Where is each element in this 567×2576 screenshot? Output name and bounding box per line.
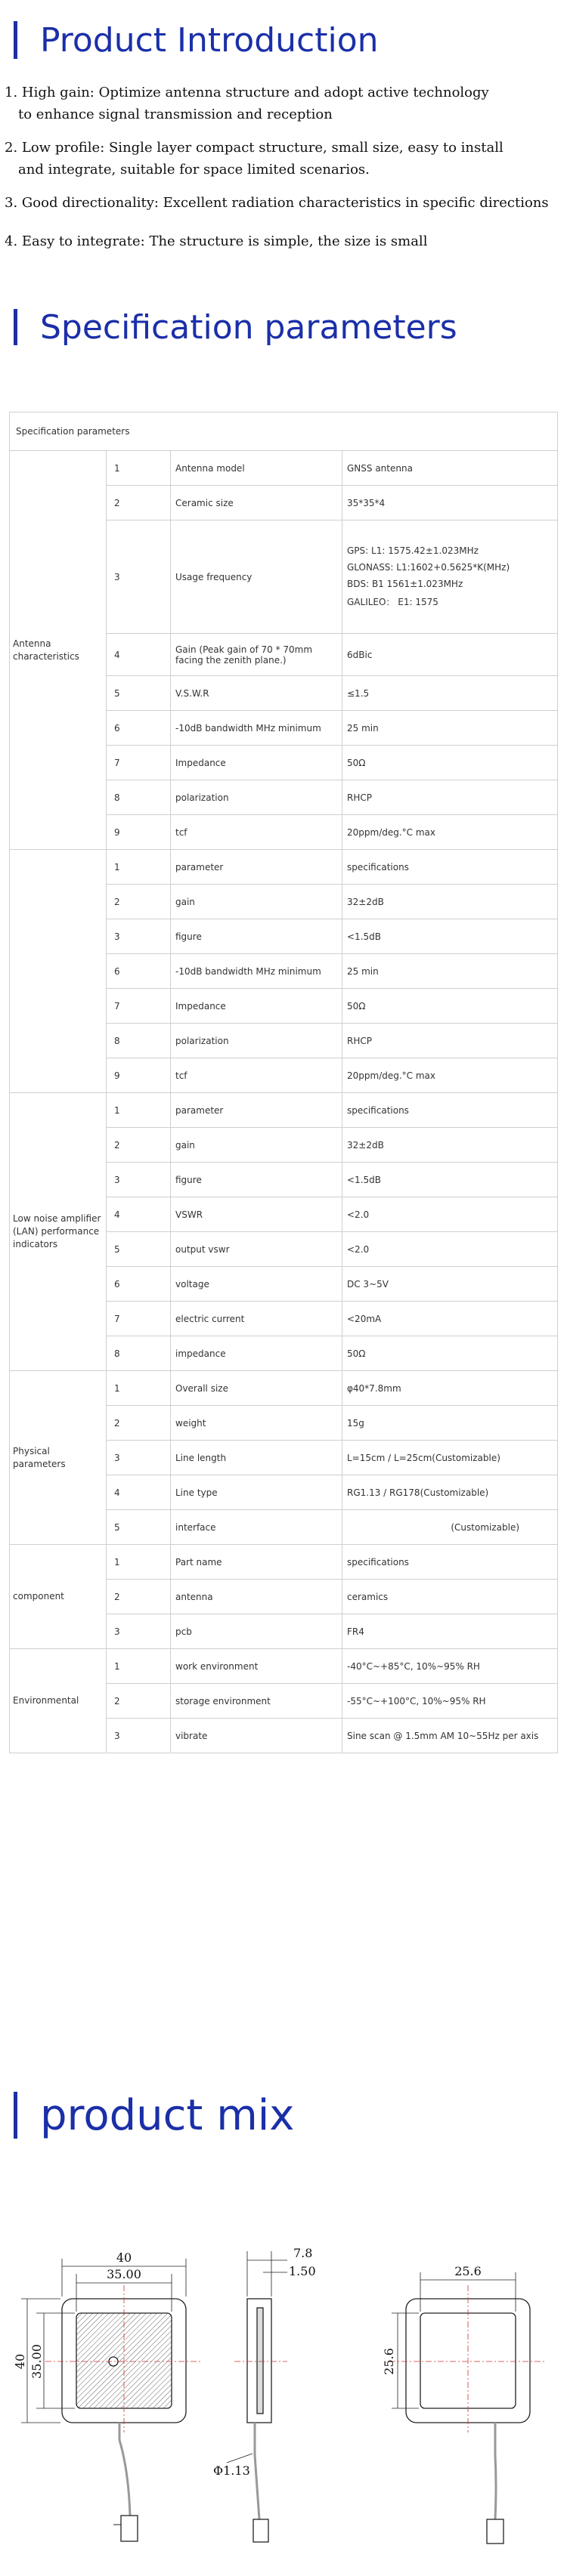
row-parameter: -10dB bandwidth MHz minimum (171, 711, 342, 746)
heading-accent-bar (14, 2092, 17, 2139)
row-parameter: figure (171, 1163, 342, 1197)
row-parameter: interface (171, 1510, 342, 1545)
dim-outer-height-label: 40 (13, 2353, 27, 2370)
row-parameter: voltage (171, 1267, 342, 1302)
frequency-line: BDS: B1 1561±1.023MHz (347, 579, 463, 589)
row-parameter: Impedance (171, 989, 342, 1024)
row-number: 4 (107, 634, 171, 676)
row-number: 8 (107, 780, 171, 815)
row-value: Sine scan @ 1.5mm AM 10~55Hz per axis (342, 1719, 558, 1753)
spec-table (9, 412, 558, 1753)
row-parameter: Antenna model (171, 451, 342, 486)
row-number: 6 (107, 954, 171, 989)
row-value: <2.0 (342, 1232, 558, 1267)
group-physical: Physical parameters (10, 1371, 107, 1545)
front-view (21, 2259, 203, 2541)
row-parameter: gain (171, 885, 342, 919)
group-unnamed (10, 850, 107, 1093)
row-number: 3 (107, 1719, 171, 1753)
row-parameter: antenna (171, 1580, 342, 1614)
row-number: 9 (107, 815, 171, 850)
row-number: 6 (107, 711, 171, 746)
heading-text: product mix (40, 2090, 295, 2140)
row-parameter: Line type (171, 1475, 342, 1510)
row-parameter: VSWR (171, 1197, 342, 1232)
row-value: FR4 (342, 1614, 558, 1649)
intro-item: 3. Good directionality: Excellent radiation characteristics in specific directions (5, 195, 549, 211)
dim-outer-width-label: 40 (116, 2250, 132, 2265)
back-view (389, 2272, 547, 2544)
row-number: 5 (107, 1232, 171, 1267)
row-value: 25 min (342, 711, 558, 746)
row-number: 2 (107, 1128, 171, 1163)
row-value: 32±2dB (342, 1128, 558, 1163)
row-number: 4 (107, 1197, 171, 1232)
back-view-labels (382, 2264, 482, 2375)
table-row (10, 1371, 558, 1406)
row-value: ceramics (342, 1580, 558, 1614)
connector (121, 2516, 138, 2541)
row-number: 7 (107, 746, 171, 780)
row-number: 3 (107, 1163, 171, 1197)
row-value: <1.5dB (342, 919, 558, 954)
row-value: specifications (342, 1093, 558, 1128)
row-value: RG1.13 / RG178(Customizable) (342, 1475, 558, 1510)
back-connector (487, 2519, 503, 2544)
row-value: -40°C~+85°C, 10%~95% RH (342, 1649, 558, 1684)
row-number: 3 (107, 1614, 171, 1649)
heading-accent-bar (14, 309, 17, 345)
row-number: 1 (107, 1545, 171, 1580)
row-parameter: figure (171, 919, 342, 954)
side-connector (253, 2519, 268, 2542)
dim-thickness-label: 1.50 (289, 2264, 316, 2278)
row-value: <1.5dB (342, 1163, 558, 1197)
row-number: 1 (107, 1371, 171, 1406)
frequency-line: GLONASS: L1:1602+0.5625*K(MHz) (347, 562, 510, 573)
dim-ceramic-height-label: 25.6 (382, 2348, 396, 2375)
row-value: 25 min (342, 954, 558, 989)
row-parameter: pcb (171, 1614, 342, 1649)
row-value: 50Ω (342, 1336, 558, 1371)
row-number: 5 (107, 1510, 171, 1545)
row-number: 1 (107, 451, 171, 486)
row-parameter: -10dB bandwidth MHz minimum (171, 954, 342, 989)
row-parameter: gain (171, 1128, 342, 1163)
row-number: 2 (107, 1406, 171, 1441)
row-value: 32±2dB (342, 885, 558, 919)
frequency-line: GPS: L1: 1575.42±1.023MHz (347, 545, 479, 556)
row-number: 2 (107, 486, 171, 520)
row-number: 1 (107, 1093, 171, 1128)
row-value: 50Ω (342, 746, 558, 780)
row-number: 5 (107, 676, 171, 711)
heading-text: Product Introduction (40, 20, 379, 60)
row-number: 3 (107, 919, 171, 954)
table-row (10, 1649, 558, 1684)
group-antenna: Antenna characteristics (10, 451, 107, 850)
group-lna: Low noise amplifier (LAN) performance indicators (10, 1093, 107, 1371)
row-parameter: work environment (171, 1649, 342, 1684)
row-number: 2 (107, 885, 171, 919)
row-value: -55°C~+100°C, 10%~95% RH (342, 1684, 558, 1719)
row-value: φ40*7.8mm (342, 1371, 558, 1406)
row-parameter: tcf (171, 1058, 342, 1093)
heading-accent-bar (14, 21, 17, 59)
row-value: (Customizable) (342, 1510, 558, 1545)
usage-frequency-value (342, 520, 558, 634)
row-parameter: weight (171, 1406, 342, 1441)
row-value: DC 3~5V (342, 1267, 558, 1302)
frequency-line: GALILEO： E1: 1575 (347, 597, 438, 607)
row-number: 4 (107, 1475, 171, 1510)
row-parameter: output vswr (171, 1232, 342, 1267)
row-number: 8 (107, 1024, 171, 1058)
row-value: RHCP (342, 780, 558, 815)
specification-heading (0, 301, 567, 354)
row-value: 35*35*4 (342, 486, 558, 520)
side-ceramic (257, 2308, 263, 2414)
row-value: L=15cm / L=25cm(Customizable) (342, 1441, 558, 1475)
row-parameter: tcf (171, 815, 342, 850)
row-parameter: Overall size (171, 1371, 342, 1406)
row-value: GNSS antenna (342, 451, 558, 486)
row-parameter: parameter (171, 1093, 342, 1128)
row-value: specifications (342, 850, 558, 885)
row-number: 3 (107, 1441, 171, 1475)
group-component: component (10, 1545, 107, 1649)
side-view (227, 2251, 287, 2542)
row-parameter: electric current (171, 1302, 342, 1336)
table-row (10, 850, 558, 885)
row-value: 20ppm/deg.°C max (342, 1058, 558, 1093)
row-parameter: polarization (171, 1024, 342, 1058)
intro-item: 4. Easy to integrate: The structure is simple, the size is small (5, 233, 428, 249)
row-parameter: impedance (171, 1336, 342, 1371)
table-header-row (10, 412, 558, 451)
cable (119, 2423, 130, 2516)
row-parameter: Impedance (171, 746, 342, 780)
row-parameter: parameter (171, 850, 342, 885)
table-row (10, 1093, 558, 1128)
row-number: 8 (107, 1336, 171, 1371)
product-introduction-heading (0, 15, 567, 65)
row-parameter: Ceramic size (171, 486, 342, 520)
row-parameter: vibrate (171, 1719, 342, 1753)
row-number: 3 (107, 520, 171, 634)
intro-item: 1. High gain: Optimize antenna structure and adopt active technology to enhance signal transmission and reception (5, 85, 489, 122)
row-value: specifications (342, 1545, 558, 1580)
side-cable (255, 2423, 259, 2519)
row-value: 6dBic (342, 634, 558, 676)
row-parameter: storage environment (171, 1684, 342, 1719)
table-row (10, 451, 558, 486)
row-value: ≤1.5 (342, 676, 558, 711)
row-value: 50Ω (342, 989, 558, 1024)
row-value: 20ppm/deg.°C max (342, 815, 558, 850)
back-cable (495, 2423, 496, 2519)
dimension-drawing (0, 2213, 567, 2576)
heading-text: Specification parameters (40, 307, 457, 347)
dim-height-label: 7.8 (293, 2246, 313, 2260)
intro-item: 2. Low profile: Single layer compact structure, small size, easy to install and integrate, suitable for space limited scenarios. (5, 140, 503, 178)
row-number: 2 (107, 1580, 171, 1614)
product-mix-heading (0, 2085, 567, 2145)
row-number: 9 (107, 1058, 171, 1093)
row-parameter: Usage frequency (171, 520, 342, 634)
row-number: 6 (107, 1267, 171, 1302)
row-value: RHCP (342, 1024, 558, 1058)
group-environmental: Environmental (10, 1649, 107, 1753)
row-number: 2 (107, 1684, 171, 1719)
row-number: 1 (107, 850, 171, 885)
row-parameter: Line length (171, 1441, 342, 1475)
row-parameter: Part name (171, 1545, 342, 1580)
row-value: <2.0 (342, 1197, 558, 1232)
row-number: 7 (107, 989, 171, 1024)
row-parameter: Gain (Peak gain of 70 * 70mm facing the zenith plane.) (171, 634, 342, 676)
row-parameter: V.S.W.R (171, 676, 342, 711)
side-view-labels (213, 2246, 316, 2478)
dim-cable-label: Φ1.13 (213, 2463, 250, 2478)
row-parameter: polarization (171, 780, 342, 815)
dim-inner-width-label: 35.00 (107, 2267, 141, 2281)
row-value: 15g (342, 1406, 558, 1441)
row-number: 7 (107, 1302, 171, 1336)
dim-ceramic-width-label: 25.6 (454, 2264, 482, 2278)
table-row (10, 1545, 558, 1580)
row-value: <20mA (342, 1302, 558, 1336)
row-number: 1 (107, 1649, 171, 1684)
table-header: Specification parameters (10, 412, 558, 451)
intro-list (0, 82, 567, 264)
dim-inner-height-label: 35.00 (29, 2344, 44, 2379)
cable-leader (227, 2454, 253, 2463)
